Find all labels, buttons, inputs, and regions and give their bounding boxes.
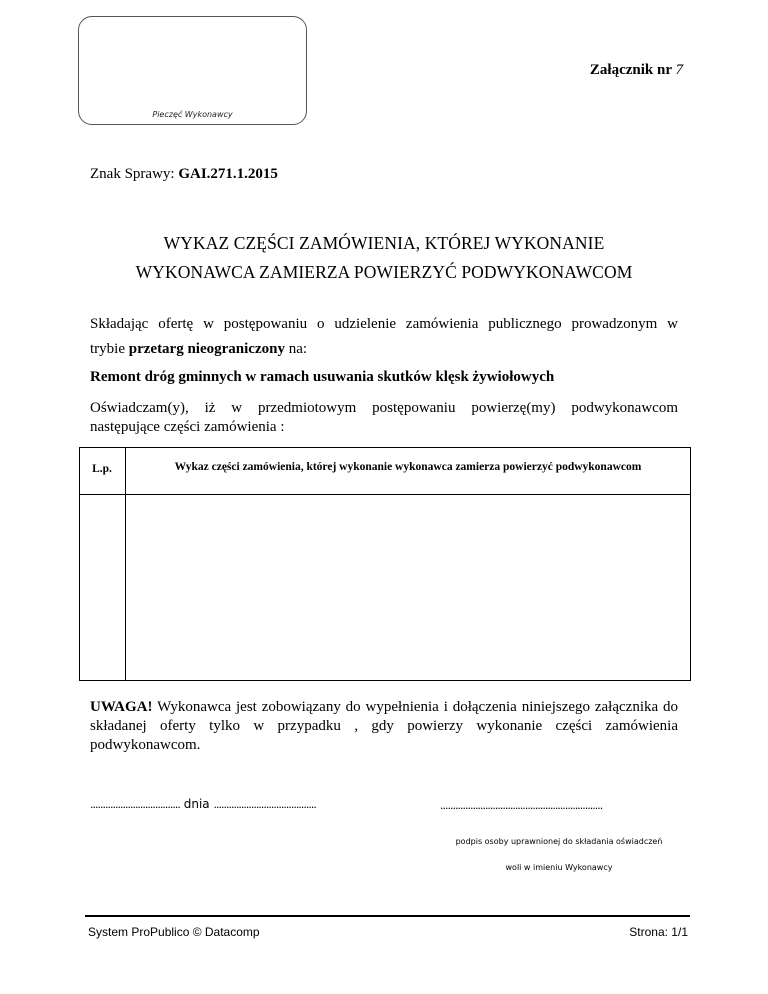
procedure-mode: przetarg nieograniczony	[128, 341, 285, 357]
stamp-label: Pieczęć Wykonawcy	[152, 110, 233, 119]
signature-caption-line1: podpis osoby uprawnionej do składania oświadczeń	[455, 837, 663, 846]
intro-prefix: trybie	[90, 341, 125, 357]
page-title-line2: WYKONAWCA ZAMIERZA POWIERZYĆ PODWYKONAWCOM	[135, 262, 633, 282]
date-dots-left: ....................................	[90, 798, 180, 811]
page-title-line1: WYKAZ CZĘŚCI ZAMÓWIENIA, KTÓREJ WYKONANIE	[163, 233, 605, 253]
intro-line2	[90, 341, 307, 358]
signature-field: .................................................................	[440, 799, 603, 812]
case-label: Znak Sprawy:	[90, 166, 175, 182]
footer-page-number: Strona: 1/1	[629, 925, 688, 939]
declaration-text: Oświadczam(y), iż w przedmiotowym postępowaniu powierzę(my) podwykonawcom następujące części zamówienia :	[90, 400, 678, 435]
signature-caption-line2: woli w imieniu Wykonawcy	[505, 863, 613, 872]
table-column-divider	[125, 447, 126, 681]
table-header-divider	[79, 494, 691, 495]
warning-text: Wykonawca jest zobowiązany do wypełnienia i dołączenia niniejszego załącznika do składanej oferty tylko w przypadku , gdy powierzy wykonanie części zamówienia podwykonawcom.	[90, 699, 679, 753]
intro-line1: Składając ofertę w postępowaniu o udzielenie zamówienia publicznego prowadzonym w	[90, 316, 678, 332]
case-reference	[90, 166, 278, 183]
date-field	[90, 797, 316, 811]
footer-system: System ProPublico © Datacomp	[88, 925, 260, 939]
annex-label: Załącznik nr	[589, 62, 672, 78]
table-header-description: Wykaz części zamówienia, której wykonanie wykonawca zamierza powierzyć podwykonawcom	[174, 461, 642, 473]
subcontract-parts-table	[79, 447, 691, 681]
warning-note	[90, 698, 678, 755]
annex-number: 7	[675, 62, 683, 78]
footer-divider	[85, 915, 690, 917]
contract-subject: Remont dróg gminnych w ramach usuwania skutków klęsk żywiołowych	[90, 369, 555, 385]
date-word: dnia	[183, 797, 210, 811]
table-header-lp: L.p.	[92, 463, 112, 475]
date-dots-right: .........................................	[213, 798, 316, 811]
stamp-box	[78, 16, 307, 125]
warning-label: UWAGA!	[90, 699, 153, 715]
intro-suffix: na:	[288, 341, 308, 357]
case-value: GAI.271.1.2015	[178, 166, 278, 182]
annex-heading	[590, 62, 683, 79]
